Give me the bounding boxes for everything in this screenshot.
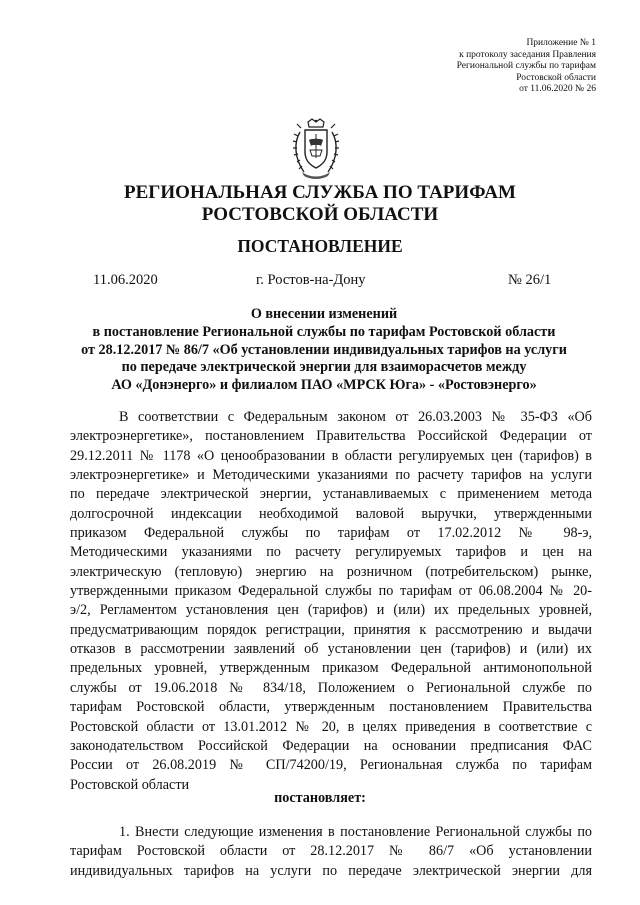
document-meta (0, 272, 640, 292)
appendix-line: от 11.06.2020 № 26 (519, 84, 596, 95)
document-number: № 26/1 (508, 272, 552, 288)
appendix-line: Ростовской области (516, 72, 596, 83)
heading-line: по передаче электрической энергии для взаиморасчетов между (121, 359, 527, 376)
paragraph-line: В соответствии с Федеральным законом от 26.03.2003 № 35-ФЗ «Об (119, 409, 592, 425)
document-date: 11.06.2020 (93, 272, 158, 288)
paragraph-line: электроэнергетике» и Методическими указаниями по расчету тарифов на услуги (70, 467, 592, 484)
paragraph-line: электрическую (тепловую) энергию на розничном (потребительском) рынке, (70, 563, 592, 580)
paragraph-line: приказом Федеральной службы по тарифам от 17.02.2012 № 98-э, (70, 525, 592, 542)
paragraph-line: электроэнергетике», постановлением Правительства Российской Федерации от (70, 428, 592, 445)
paragraph-line: 29.12.2011 № 1178 «О ценообразовании в области регулируемых цен (тарифов) в (70, 447, 592, 464)
appendix-line: Приложение № 1 (526, 38, 596, 48)
organization-title-line: РОСТОВСКОЙ ОБЛАСТИ (201, 203, 439, 225)
paragraph-line: тарифам Ростовской области от 28.12.2017 № 86/7 «Об установлении (70, 843, 592, 860)
appendix-line: Региональной службы по тарифам (456, 61, 596, 72)
paragraph-line: долгосрочной индексации необходимой валовой выручки, утвержденными (70, 505, 592, 522)
organization-title-line: РЕГИОНАЛЬНАЯ СЛУЖБА ПО ТАРИФАМ (124, 182, 516, 203)
organization-title (40, 182, 600, 225)
heading-line: О внесении изменений (250, 306, 398, 322)
paragraph-line: индивидуальных тарифов на услуги по передаче электрической энергии для (70, 862, 592, 879)
heading-line: АО «Донэнерго» и филиалом ПАО «МРСК Юга» - «Ростовэнерго» (111, 377, 537, 394)
paragraph-line: Ростовской области от 13.01.2012 № 20, в целях приведения в соответствие с (70, 718, 592, 735)
paragraph-line: предусматривающим порядок регистрации, принятия к рассмотрению и выдачи (70, 621, 592, 638)
paragraph-line: отказов в рассмотрении заявлений об установлении цен (тарифов) и (или) их (70, 641, 592, 658)
item-paragraph (70, 823, 592, 881)
paragraph-line: законодательством Российской Федерации на основании предписания ФАС (70, 737, 592, 754)
coat-of-arms-icon (290, 118, 342, 180)
appendix-note (376, 38, 596, 96)
paragraph-line: предельных уровней, утвержденным приказом Федеральной антимонопольной (70, 660, 592, 677)
heading-line: от 28.12.2017 № 86/7 «Об установлении индивидуальных тарифов на услуги (81, 341, 567, 358)
paragraph-line: э/2, Регламентом установления цен (тарифов) и (или) их предельных уровней, (70, 602, 592, 619)
resolves-label: постановляет: (274, 790, 366, 806)
document-place: г. Ростов-на-Дону (256, 272, 366, 288)
paragraph-line: по передаче электрической энергии, устанавливаемых с применением метода (70, 486, 592, 503)
paragraph-line: Методическими указаниями по расчету регулируемых тарифов и цен на (70, 544, 592, 561)
paragraph-line: утвержденными приказом Федеральной службы по тарифам от 06.08.2004 № 20- (70, 583, 592, 600)
heading-line: в постановление Региональной службы по тарифам Ростовской области (92, 323, 556, 340)
preamble-paragraph (70, 408, 592, 795)
paragraph-line: Ростовской области (70, 776, 190, 793)
paragraph-line: России от 26.08.2019 № СП/74200/19, Региональная служба по тарифам (70, 757, 592, 774)
document-heading (60, 306, 588, 395)
paragraph-line: 1. Внести следующие изменения в постановление Региональной службы по (119, 824, 592, 840)
paragraph-line: службы от 19.06.2018 № 834/18, Положением о Региональной службе по (70, 679, 592, 696)
paragraph-line: тарифам Ростовской области, утвержденным постановлением Правительства (70, 699, 592, 716)
appendix-line: к протоколу заседания Правления (459, 49, 596, 60)
document-type: ПОСТАНОВЛЕНИЕ (237, 236, 403, 256)
